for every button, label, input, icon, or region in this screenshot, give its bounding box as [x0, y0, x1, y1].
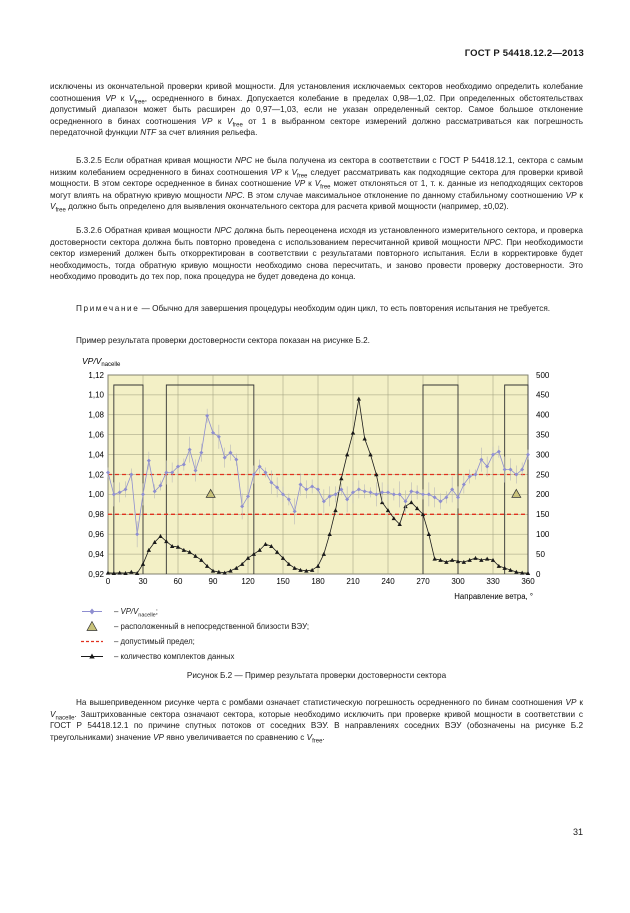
y-right-tick-label: 250	[536, 470, 550, 480]
legend-item-turbine: – расположенный в непосредственной близости ВЭУ;	[80, 619, 480, 634]
x-tick-labels	[106, 577, 535, 586]
x-tick-label: 150	[276, 577, 290, 586]
legend-turbine-label: расположенный в непосредственной близости ВЭУ;	[120, 622, 310, 631]
y-right-tick-label: 0	[536, 569, 541, 579]
y-right-tick-label: 350	[536, 430, 550, 440]
paragraph-b3-2-6: Б.3.2.6 Обратная кривая мощности NPC должна быть переоценена исходя из установленного измерительного сектора, и проверка достоверности сектора должна быть повторно проведена с использованием пересчитанной кривой мощности NPC. При необходимости сектор измерений должен быть откорректирован в соответствии с результатами повторного испытания. Если в корректировке будет необходимость, тогда обратную кривую мощности необходимо снова пересчитать, и заново провести проверку достоверности. Это необходимо проводить до тех пор, пока процедура не будет доведена до конца.	[50, 226, 583, 282]
figure-intro: Пример результата проверки достоверности сектора показан на рисунке Б.2.	[76, 336, 370, 345]
sector-validation-chart	[50, 355, 583, 605]
paragraph-b3-2-5: Б.3.2.5 Если обратная кривая мощности NPC не была получена из сектора в соответствии с ГОСТ Р 54418.12.1, сектора с самым низким колебанием осредненного в бинах соотношения VP к $V_{free}$ следует рассматривать как подходящие сектора для проверки кривой мощности. В этом секторе осредненное в бинах соотношение VP к $V_{free}$ может отклоняться от 1, т. к. данные из неподходящих секторов могут влиять на обратную кривую мощности NPC. В этом случае максимальное отклонение по данному стабильному соотношению VP к $V_{free}$ должно быть определено для выявления окончательного сектора для расчета кривой мощности (например, ±0,02).	[50, 156, 583, 215]
y-left-tick-label: 1,06	[88, 430, 104, 440]
legend-item-count: – количество комплектов данных	[80, 649, 480, 664]
x-axis-label: Направление ветра, °	[454, 592, 533, 601]
note-paragraph: Примечание — Обычно для завершения процедуры необходим один цикл, то есть повторения испытания не требуется.	[76, 304, 551, 313]
y-left-tick-labels	[88, 371, 104, 579]
chart-legend	[80, 604, 480, 664]
x-tick-label: 90	[208, 577, 218, 586]
legend-limit-symbol	[80, 634, 112, 649]
x-tick-label: 180	[311, 577, 325, 586]
y-left-tick-label: 0,94	[88, 549, 104, 559]
y-right-tick-label: 300	[536, 450, 550, 460]
y-right-tick-label: 400	[536, 410, 550, 420]
y-left-tick-label: 1,04	[88, 450, 104, 460]
y-right-tick-label: 100	[536, 530, 550, 539]
legend-ratio-label: – $VP/V_{nacelle}$;	[114, 607, 158, 619]
x-tick-label: 0	[105, 577, 111, 586]
x-tick-label: 270	[416, 577, 430, 586]
y-left-tick-label: 0,96	[88, 530, 104, 539]
y-right-tick-label: 500	[536, 370, 550, 380]
y-right-tick-label: 200	[536, 490, 550, 500]
y-left-tick-label: 1,12	[88, 370, 104, 380]
y-left-tick-label: 1,08	[88, 410, 104, 420]
y-left-tick-label: 1,10	[88, 390, 104, 400]
y-left-tick-label: 1,02	[88, 470, 104, 480]
x-tick-label: 60	[173, 577, 183, 586]
legend-item-ratio	[80, 604, 480, 619]
legend-item-limit: – допустимый предел;	[80, 634, 480, 649]
x-tick-label: 300	[451, 577, 465, 586]
x-tick-label: 210	[346, 577, 360, 586]
y-right-tick-label: 50	[536, 549, 545, 559]
y-left-tick-label: 0,98	[88, 510, 104, 520]
legend-limit-label: допустимый предел;	[120, 637, 195, 646]
x-tick-label: 120	[241, 577, 255, 586]
y-right-tick-label: 150	[536, 510, 550, 520]
paragraph-sector-exclusion: исключены из окончательной проверки кривой мощности. Для установления исключаемых секторов необходимо определить колебание соотношения VP к $V_{free}$, осредненного в бинах. Допускается колебание в пределах 0,98—1,02. При определенных обстоятельствах допустимый диапазон может быть расширен до 0,97—1,03, если не указан определенный сектор. Самое большое отклонение осредненного в бинах соотношения VP к $V_{free}$ от 1 в выбранном секторе измерений должно рассматриваться как погрешность передаточной функции NTF за счет влияния рельефа.	[50, 82, 584, 138]
x-tick-label: 330	[486, 577, 500, 586]
x-tick-label: 240	[381, 577, 395, 586]
legend-turbine-symbol	[80, 619, 112, 634]
legend-count-symbol	[80, 649, 112, 664]
page-number: 31	[572, 827, 583, 837]
x-tick-label: 30	[138, 577, 148, 586]
document-header: ГОСТ Р 54418.12.2—2013	[464, 48, 584, 59]
legend-ratio-symbol	[80, 604, 112, 619]
y-right-tick-label: 450	[536, 390, 550, 400]
paragraph-figure-explanation: На вышеприведенном рисунке черта с ромбами означает статистическую погрешность осредненного по бинам соотношения VP к $V_{nacelle}$. Заштрихованные сектора означают сектора, которые необходимо исключить при проверке кривой мощности в соответствии с ГОСТ Р 54418.12.1 по причине спутных потоков от соседних ВЭУ. В направлениях соседних ВЭУ (обозначены на рисунке Б.2 треугольниками) значение VP явно увеличивается по сравнению с $V_{free}$.	[50, 698, 584, 745]
y-axis-label: $VP/V_{nacelle}$	[82, 356, 121, 368]
y-left-tick-label: 0,92	[88, 569, 104, 579]
legend-count-label: количество комплектов данных	[120, 652, 235, 661]
figure-caption: Рисунок Б.2 — Пример результата проверки достоверности сектора	[186, 671, 447, 680]
y-left-tick-label: 1,00	[88, 490, 104, 500]
y-right-tick-labels	[536, 371, 550, 579]
x-tick-label: 360	[521, 577, 535, 586]
